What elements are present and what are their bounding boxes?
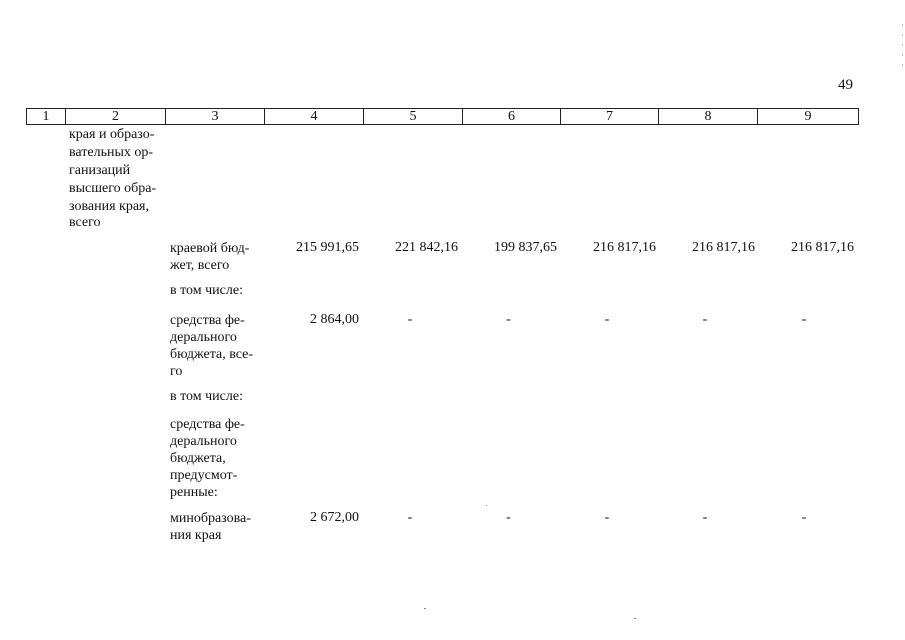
header-cell-9: 9 — [757, 108, 859, 125]
value-cell-col4: 2 864,00 — [310, 312, 359, 327]
header-cell-4: 4 — [264, 108, 364, 125]
row-label-line: ния края — [170, 528, 222, 543]
edge-mark — [902, 64, 903, 66]
value-cell-col6: - — [506, 510, 511, 525]
header-cell-7: 7 — [560, 108, 659, 125]
col2-line: высшего обра- — [69, 181, 157, 196]
value-cell-col8: 216 817,16 — [692, 240, 755, 255]
value-cell-col7: 216 817,16 — [593, 240, 656, 255]
row-label-line: средства фе- — [170, 313, 245, 328]
col2-line: края и образо- — [69, 127, 155, 142]
row-label-line: минобразова- — [170, 511, 251, 526]
scan-speck — [424, 608, 426, 609]
edge-mark — [902, 24, 903, 26]
value-cell-col7: - — [604, 510, 610, 525]
row-label-line: бюджета, все- — [170, 347, 253, 362]
value-cell-col7: - — [604, 312, 610, 327]
value-cell-col9: - — [801, 510, 807, 525]
value-cell-col4: 2 672,00 — [310, 510, 359, 525]
row-label-line: в том числе: — [170, 389, 243, 404]
value-cell-col9: - — [801, 312, 807, 327]
row-label-line: дерального — [170, 434, 237, 449]
value-cell-col4: 215 991,65 — [296, 240, 359, 255]
col2-line: вательных ор- — [69, 145, 154, 160]
edge-mark — [902, 34, 903, 36]
header-cell-6: 6 — [462, 108, 561, 125]
value-cell-col9: 216 817,16 — [791, 240, 854, 255]
header-cell-3: 3 — [165, 108, 265, 125]
value-cell-col8: - — [702, 312, 708, 327]
page-number: 49 — [838, 77, 853, 93]
col2-line: всего — [69, 215, 101, 230]
row-label-line: в том числе: — [170, 283, 243, 298]
scan-speck — [486, 505, 487, 506]
value-cell-col5: 221 842,16 — [395, 240, 458, 255]
row-label-line: бюджета, — [170, 451, 226, 466]
edge-mark — [902, 54, 903, 56]
value-cell-col5: - — [407, 312, 413, 327]
header-cell-1: 1 — [26, 108, 66, 125]
value-cell-col6: 199 837,65 — [494, 240, 557, 255]
value-cell-col6: - — [506, 312, 511, 327]
row-label-line: средства фе- — [170, 417, 245, 432]
header-cell-8: 8 — [658, 108, 758, 125]
header-cell-2: 2 — [65, 108, 166, 125]
row-label-line: ренные: — [170, 485, 218, 500]
row-label-line: дерального — [170, 330, 237, 345]
col2-line: ганизаций — [69, 163, 131, 178]
value-cell-col8: - — [702, 510, 708, 525]
value-cell-col5: - — [407, 510, 413, 525]
header-cell-5: 5 — [363, 108, 463, 125]
scan-speck — [634, 618, 636, 619]
row-label-line: краевой бюд- — [170, 241, 250, 256]
row-label-line: го — [170, 364, 183, 379]
row-label-line: жет, всего — [170, 258, 230, 273]
col2-line: зования края, — [69, 199, 149, 214]
row-label-line: предусмот- — [170, 468, 238, 483]
edge-mark — [902, 44, 903, 46]
